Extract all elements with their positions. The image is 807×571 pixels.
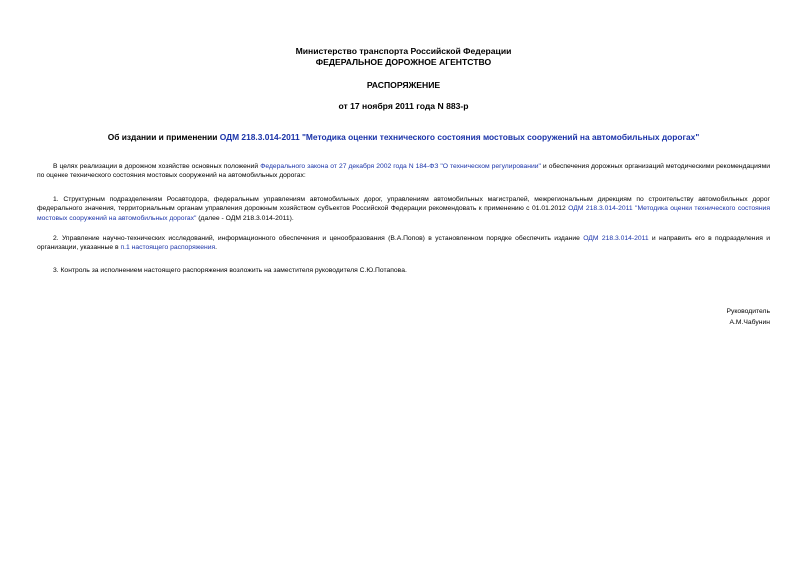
- ministry-name: Министерство транспорта Российской Федерации: [295, 46, 512, 56]
- intro-text-2: и обеспечения дорожных организаций методическими рекомендациями по оценке технического состояния мостовых сооружений на автомобильных дорогах:: [37, 163, 770, 180]
- item-2-text-3: .: [215, 244, 218, 252]
- item-2-text-1: 2. Управление научно-технических исследований, информационного обеспечения и ценообразования (В.А.Попов) в установленном порядке обеспечить издание: [53, 235, 584, 242]
- item-1-text-2: (далее - ОДМ 218.3.014-2011).: [196, 214, 294, 222]
- intro-paragraph: [37, 162, 770, 181]
- document-date: от 17 ноября 2011 года N 883-р: [338, 101, 469, 111]
- item-2-paragraph: [37, 234, 770, 253]
- federal-law-link[interactable]: Федерального закона от 27 декабря 2002 года N 184-ФЗ "О техническом регулировании": [260, 163, 541, 170]
- intro-text-1: В целях реализации в дорожном хозяйстве основных положений: [53, 163, 261, 170]
- title-prefix: Об издании и применении: [107, 132, 220, 142]
- item-3-text: 3. Контроль за исполнением настоящего распоряжения возложить на заместителя руководителя С.Ю.Потапова.: [53, 267, 407, 274]
- title-odm-link[interactable]: ОДМ 218.3.014-2011 "Методика оценки технического состояния мостовых сооружений на автомобильных дорогах": [219, 132, 700, 142]
- item-3-paragraph: [37, 266, 770, 275]
- item-2-odm-link[interactable]: ОДМ 218.3.014-2011: [583, 235, 649, 242]
- item-1-text-1: 1. Структурным подразделениям Росавтодора, федеральным управлениям автомобильных дорог, управлениям автомобильных магистралей, межрегиональным дирекциям по строительству автомобильных дорог федерального значения, территориальным органам управления дорожным хозяйством субъектов Российской Федерации рекомендовать к применению с 01.01.2012: [37, 196, 770, 213]
- signature-position: Руководитель: [726, 308, 770, 315]
- item-2-text-2: и направить его в подразделения и организации, указанные в: [37, 235, 770, 252]
- item-2-clause-link[interactable]: п.1 настоящего распоряжения: [120, 244, 216, 252]
- document-type: РАСПОРЯЖЕНИЕ: [366, 80, 441, 90]
- item-1-paragraph: [37, 195, 770, 223]
- signature-name: А.М.Чабунин: [729, 319, 770, 326]
- item-1-odm-link[interactable]: ОДМ 218.3.014-2011 "Методика оценки технического состояния мостовых сооружений на автомобильных дорогах": [37, 205, 770, 222]
- document-title: [0, 132, 807, 143]
- agency-name: ФЕДЕРАЛЬНОЕ ДОРОЖНОЕ АГЕНТСТВО: [315, 57, 492, 67]
